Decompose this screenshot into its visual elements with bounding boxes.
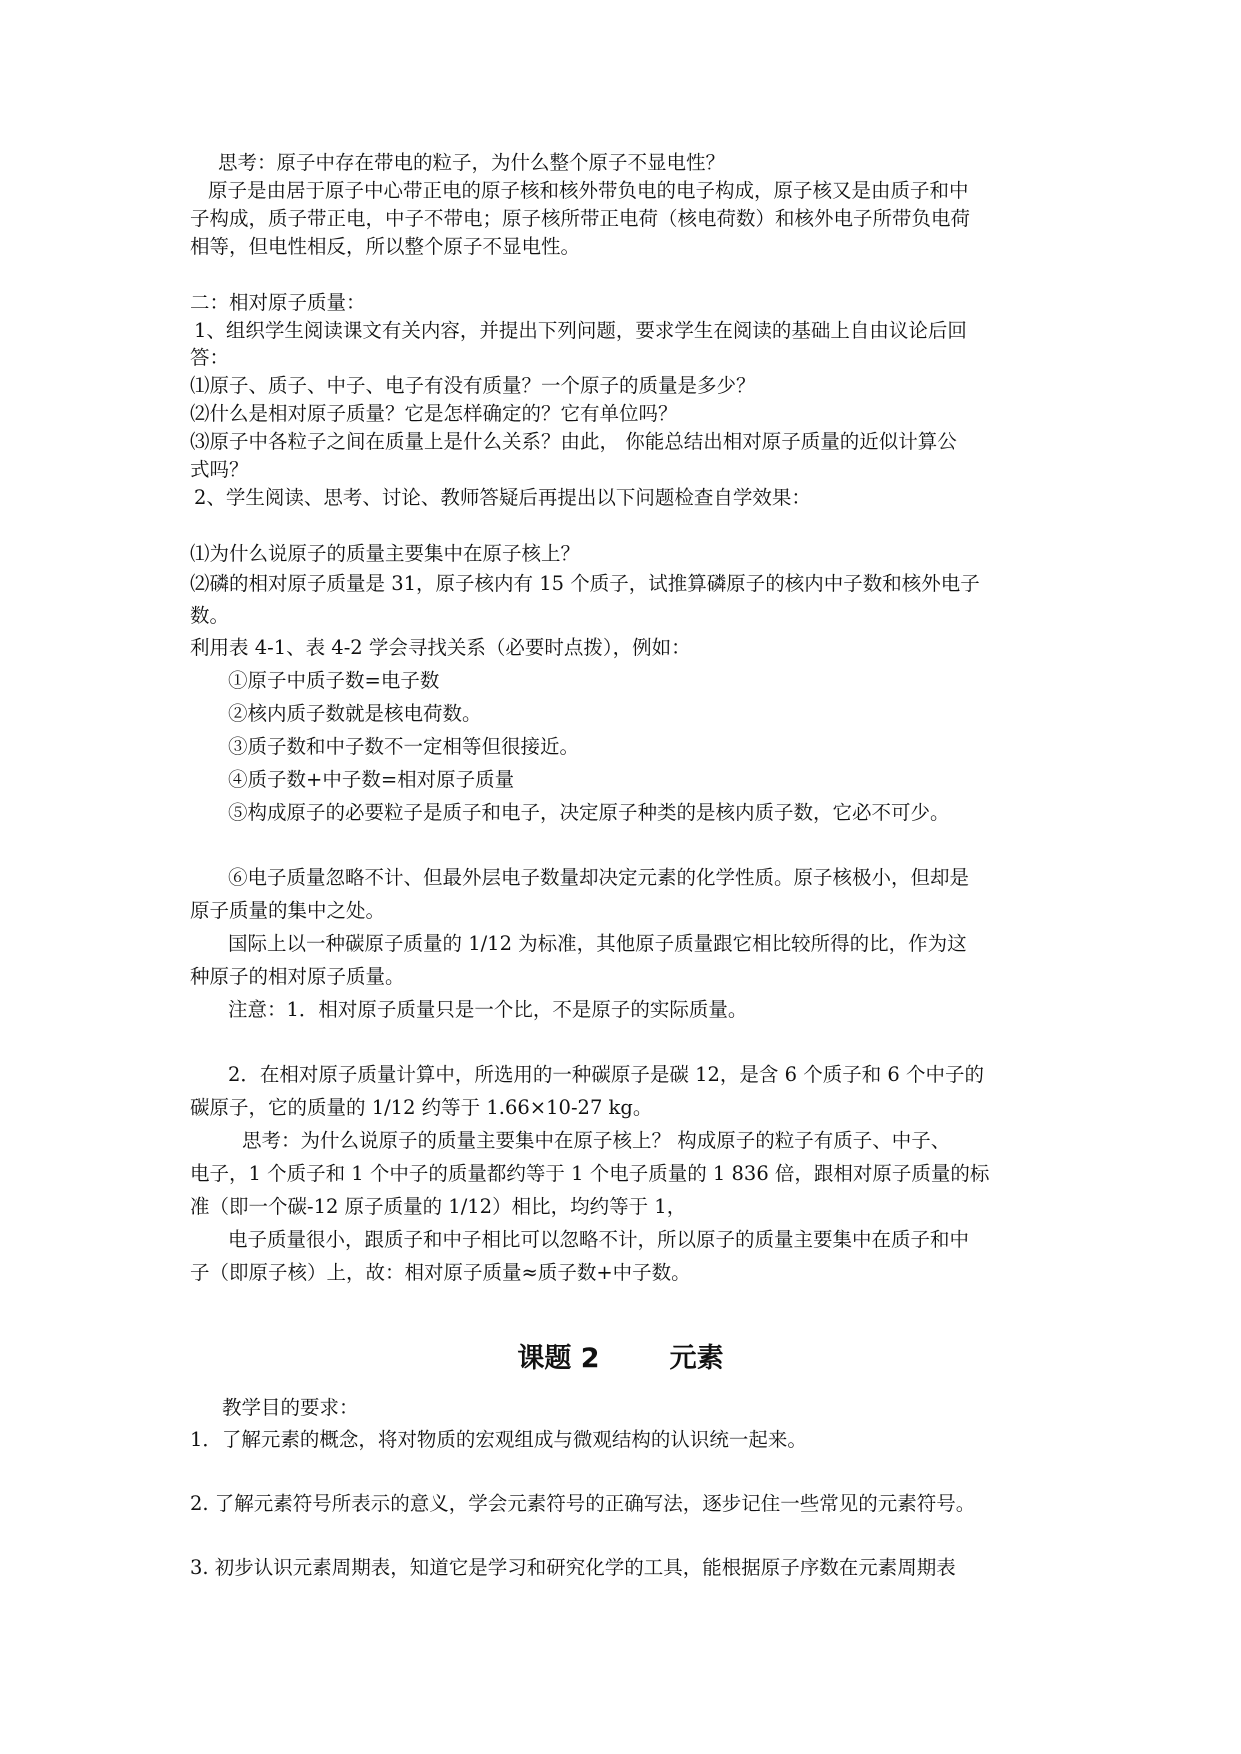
paragraph-line: 数。 [190,604,230,627]
list-item: ①原子中质子数=电子数 [228,669,440,692]
section-title-text: 元素 [669,1343,724,1374]
think-question: 思考：为什么说原子的质量主要集中在原子核上？ 构成原子的粒子有质子、中子、 [242,1129,951,1152]
list-item: ②核内质子数就是核电荷数。 [228,702,482,725]
paragraph-line: 答： [190,346,230,369]
section-heading: 二：相对原子质量： [190,291,366,314]
question-item: ⑴为什么说原子的质量主要集中在原子核上？ [190,542,581,565]
paragraph-line: 准（即一个碳-12 原子质量的 1/12）相比，均约等于 1， [190,1195,687,1218]
paragraph-line: 种原子的相对原子质量。 [190,965,405,988]
question-item: ⑴原子、质子、中子、电子有没有质量？一个原子的质量是多少？ [190,374,756,397]
paragraph-line: 原子是由居于原子中心带正电的原子核和核外带负电的电子构成，原子核又是由质子和中 [208,179,969,202]
list-item: ③质子数和中子数不一定相等但很接近。 [228,735,580,758]
question-item: ⑶原子中各粒子之间在质量上是什么关系？由此， 你能总结出相对原子质量的近似计算公 [190,430,957,453]
objective-item: 3. 初步认识元素周期表，知道它是学习和研究化学的工具，能根据原子序数在元素周期表 [190,1556,956,1579]
paragraph-line: 式吗？ [190,458,249,481]
paragraph-line: 电子质量很小，跟质子和中子相比可以忽略不计，所以原子的质量主要集中在质子和中 [228,1228,970,1251]
question-item: ⑵磷的相对原子质量是 31，原子核内有 15 个质子，试推算磷原子的核内中子数和核外电子 [190,572,980,595]
list-item: ④质子数+中子数=相对原子质量 [228,768,515,791]
paragraph-line: 国际上以一种碳原子质量的 1/12 为标准，其他原子质量跟它相比较所得的比，作为这 [228,932,967,955]
think-question: 思考：原子中存在带电的粒子，为什么整个原子不显电性？ [218,151,726,174]
paragraph-line: 1、组织学生阅读课文有关内容，并提出下列问题，要求学生在阅读的基础上自由议论后回 [194,319,967,342]
section-title-number: 课题 2 [517,1343,600,1374]
list-item: ⑤构成原子的必要粒子是质子和电子，决定原子种类的是核内质子数，它必不可少。 [228,801,950,824]
objective-item: 2. 了解元素符号所表示的意义，学会元素符号的正确写法，逐步记住一些常见的元素符号。 [190,1492,976,1515]
section-title [0,1336,1241,1375]
question-item: ⑵什么是相对原子质量？它是怎样确定的？它有单位吗？ [190,402,678,425]
list-item: ⑥电子质量忽略不计、但最外层电子数量却决定元素的化学性质。原子核极小，但却是 [228,866,970,889]
paragraph-line: 电子，1 个质子和 1 个中子的质量都约等于 1 个电子质量的 1 836 倍，跟相对原子质量的标 [190,1162,990,1185]
paragraph-line: 子（即原子核）上，故：相对原子质量≈质子数+中子数。 [190,1261,691,1284]
objectives-heading: 教学目的要求： [222,1396,359,1419]
paragraph-line: 碳原子，它的质量的 1/12 约等于 1.66×10-27 kg。 [190,1096,653,1119]
note-line: 注意：1．相对原子质量只是一个比，不是原子的实际质量。 [228,998,748,1021]
paragraph-line: 相等，但电性相反，所以整个原子不显电性。 [190,235,581,258]
objective-item: 1．了解元素的概念，将对物质的宏观组成与微观结构的认识统一起来。 [190,1428,807,1451]
paragraph-line: 2、学生阅读、思考、讨论、教师答疑后再提出以下问题检查自学效果： [194,486,811,509]
note-line: 2．在相对原子质量计算中，所选用的一种碳原子是碳 12，是含 6 个质子和 6 个中子的 [228,1063,985,1086]
paragraph-line: 利用表 4-1、表 4-2 学会寻找关系（必要时点拨），例如： [190,636,691,659]
paragraph-line: 子构成，质子带正电，中子不带电；原子核所带正电荷（核电荷数）和核外电子所带负电荷 [190,207,971,230]
paragraph-line: 原子质量的集中之处。 [190,899,386,922]
